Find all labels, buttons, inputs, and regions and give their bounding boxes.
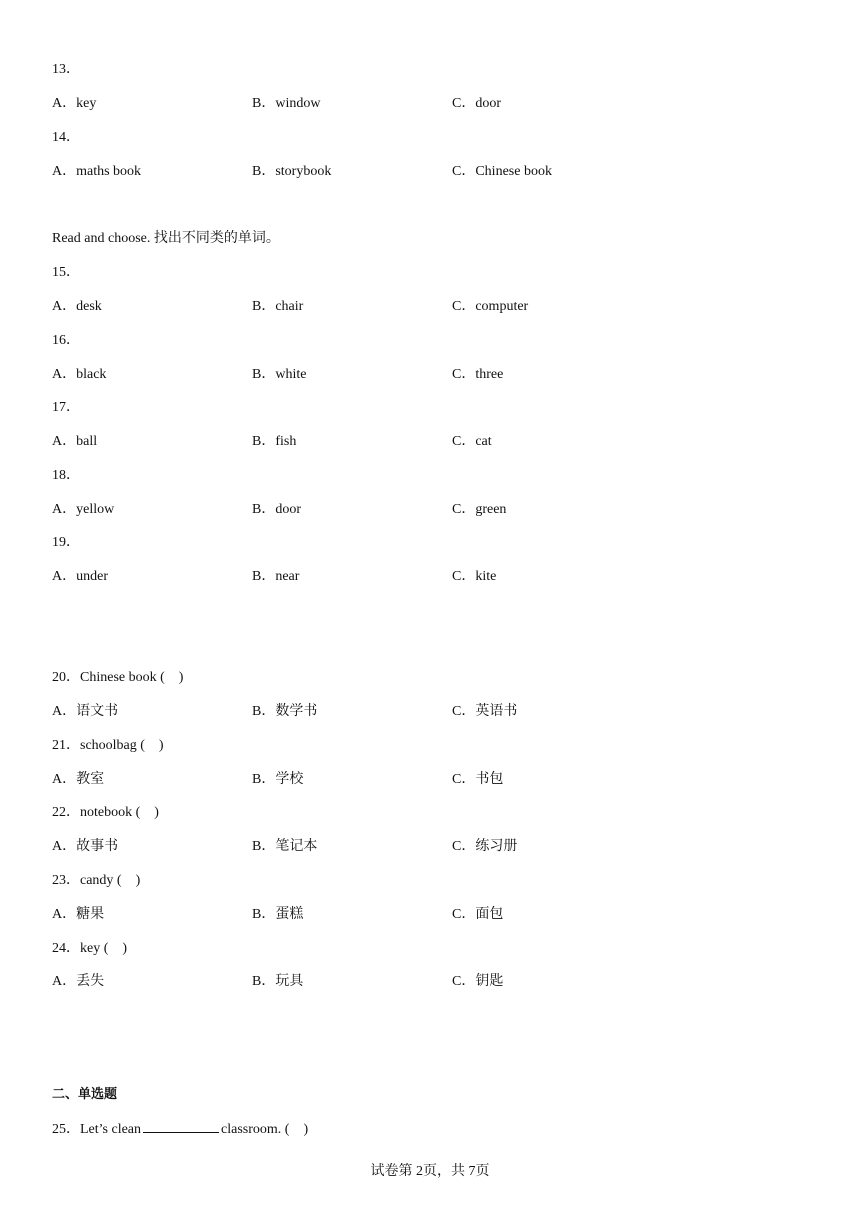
q19-option-c: C．kite <box>452 569 497 584</box>
page-footer: 试卷第 2页，共 7页 <box>370 1164 490 1179</box>
question-13-number: 13． <box>52 62 80 77</box>
q23-option-b: B．蛋糕 <box>252 907 304 922</box>
q23-option-a: A．糖果 <box>52 907 105 922</box>
q20-option-a: A．语文书 <box>52 704 119 719</box>
question-17-number: 17． <box>52 400 80 415</box>
q19-option-a: A．under <box>52 569 108 584</box>
q23-option-c: C．面包 <box>452 907 504 922</box>
question-14-number: 14． <box>52 130 80 145</box>
question-20-stem: 20．Chinese book ( ) <box>52 670 184 685</box>
question-21-stem: 21．schoolbag ( ) <box>52 738 164 753</box>
question-15-number: 15． <box>52 265 80 280</box>
q21-option-b: B．学校 <box>252 772 304 787</box>
q14-option-c: C．Chinese book <box>452 164 552 179</box>
question-24-stem: 24．key ( ) <box>52 941 128 956</box>
q20-option-c: C．英语书 <box>452 704 518 719</box>
q20-option-b: B．数学书 <box>252 704 318 719</box>
read-choose-instruction: Read and choose. 找出不同类的单词。 <box>52 231 280 246</box>
q17-option-c: C．cat <box>452 434 492 449</box>
q25-suffix: classroom. ( ) <box>221 1122 309 1137</box>
q13-option-b: B．window <box>252 96 321 111</box>
q25-prefix: 25．Let’s clean <box>52 1122 142 1137</box>
q18-option-c: C．green <box>452 502 507 517</box>
q22-option-c: C．练习册 <box>452 839 518 854</box>
q21-option-a: A．教室 <box>52 772 105 787</box>
question-19-number: 19． <box>52 535 80 550</box>
q13-option-a: A．key <box>52 96 97 111</box>
q14-option-a: A．maths book <box>52 164 142 179</box>
q15-option-b: B．chair <box>252 299 304 314</box>
q16-option-b: B．white <box>252 367 307 382</box>
q15-option-c: C．computer <box>452 299 529 314</box>
q15-option-a: A．desk <box>52 299 102 314</box>
question-16-number: 16． <box>52 333 80 348</box>
q24-option-c: C．钥匙 <box>452 974 504 989</box>
q16-option-a: A．black <box>52 367 107 382</box>
question-25-stem <box>52 1120 308 1139</box>
q18-option-a: A．yellow <box>52 502 115 517</box>
question-23-stem: 23．candy ( ) <box>52 873 141 888</box>
q24-option-a: A．丢失 <box>52 974 105 989</box>
q17-option-a: A．ball <box>52 434 98 449</box>
q22-option-b: B．笔记本 <box>252 839 318 854</box>
q13-option-c: C．door <box>452 96 501 111</box>
section-heading-single-choice: 二、单选题 <box>52 1087 118 1102</box>
q17-option-b: B．fish <box>252 434 297 449</box>
q19-option-b: B．near <box>252 569 300 584</box>
question-22-stem: 22．notebook ( ) <box>52 805 159 820</box>
q24-option-b: B．玩具 <box>252 974 304 989</box>
q21-option-c: C．书包 <box>452 772 504 787</box>
q18-option-b: B．door <box>252 502 301 517</box>
question-18-number: 18． <box>52 468 80 483</box>
answer-blank <box>143 1120 219 1133</box>
q16-option-c: C．three <box>452 367 504 382</box>
q22-option-a: A．故事书 <box>52 839 119 854</box>
q14-option-b: B．storybook <box>252 164 332 179</box>
